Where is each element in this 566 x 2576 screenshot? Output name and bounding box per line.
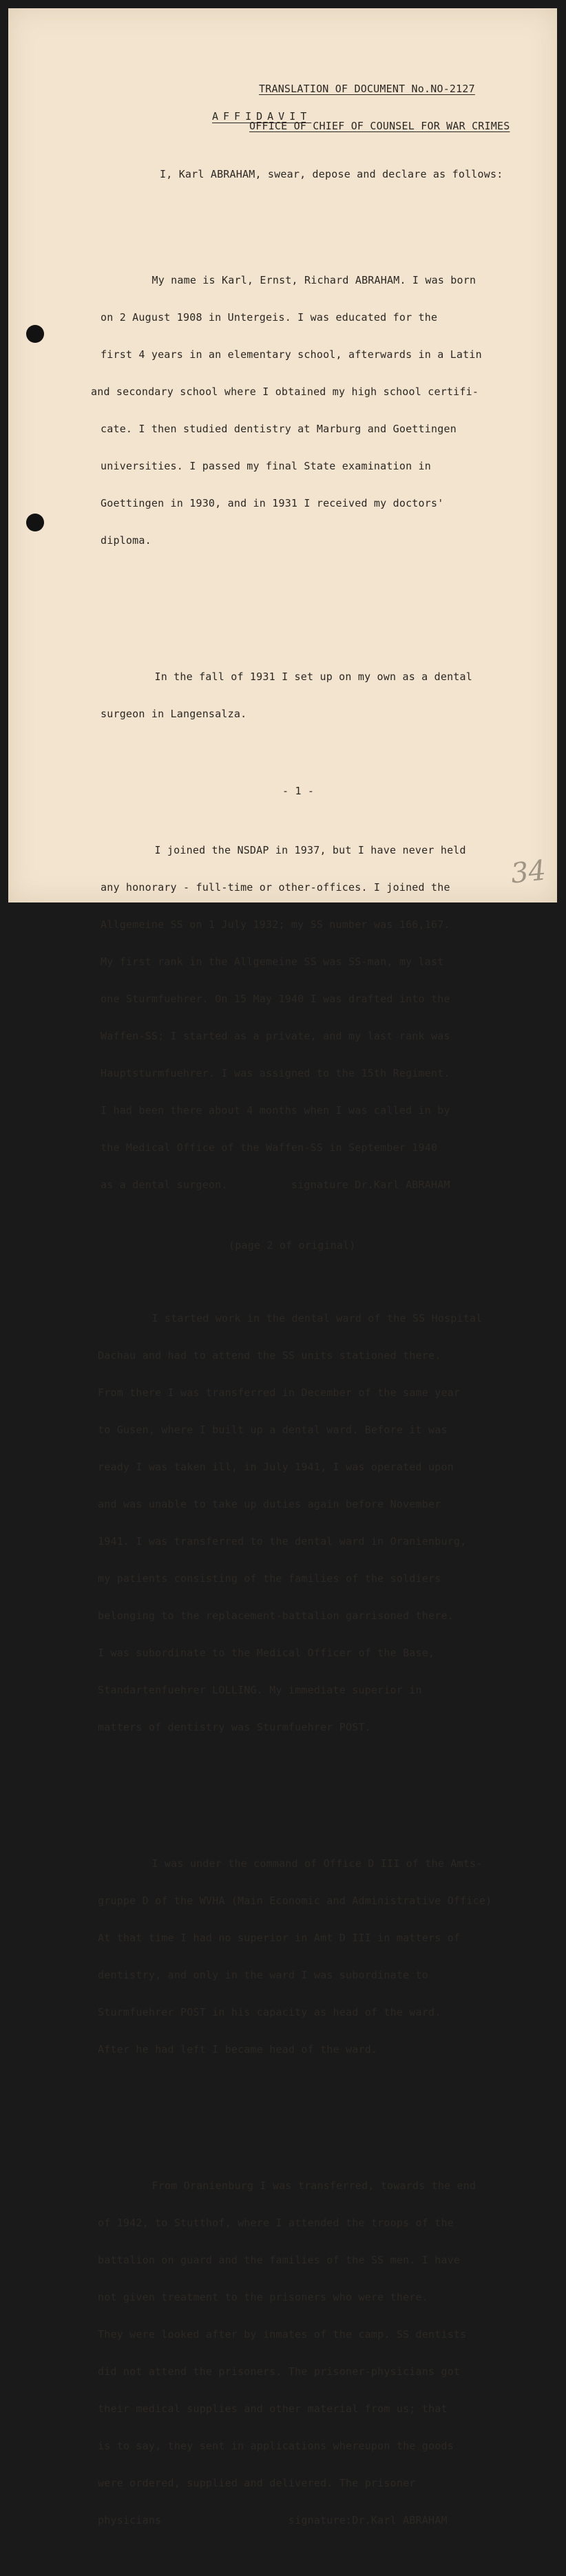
text-line: I was under the command of Office D III of the Amts-	[139, 1857, 483, 1870]
text-line: on 2 August 1908 in Untergeis. I was educated for the	[101, 311, 438, 324]
text-line: Goettingen in 1930, and in 1931 I received my doctors'	[101, 497, 444, 509]
text-line: belonging to the replacement-battalion garrisoned there.	[98, 1609, 454, 1622]
text-line: and was unable to take up duties again before November	[98, 1498, 441, 1510]
text-line: cate. I then studied dentistry at Marburg and Goettingen	[101, 423, 457, 435]
text-line: I was subordinate to the Medical Officer of the Base,	[98, 1647, 435, 1659]
text-line: ready I was taken ill, in July 1941, I was operated upon	[98, 1461, 454, 1473]
text-line: matters of dentistry was Sturmfuehrer POST.	[98, 1721, 371, 1733]
text-line: I started work in the dental ward of the SS Hospital	[139, 1312, 483, 1324]
header-line-2: OFFICE OF CHIEF OF COUNSEL FOR WAR CRIMES	[249, 120, 510, 132]
archive-page-mark: 34	[509, 854, 548, 890]
paragraph-dachau-service	[98, 1287, 503, 1758]
punch-hole-bottom	[26, 514, 44, 531]
text-line: Allgemeine SS on 1 July 1932; my SS number was 166,167.	[101, 918, 450, 931]
text-line: and secondary school where I obtained my high school certifi-	[91, 386, 479, 398]
text-line: their medical supplies and other material from us; that	[98, 2403, 448, 2415]
text-line: dentistry, and only in the ward I was subordinate to	[98, 1969, 428, 1981]
text-line: Standartenfuehrer LOLLING. My immediate superior in	[98, 1684, 422, 1696]
text-line: In the fall of 1931 I set up on my own as a dental	[142, 671, 472, 683]
page-note: (page 2 of original)	[229, 1239, 356, 1252]
text-line: Dachau and had to attend the SS units stationed there.	[98, 1349, 441, 1362]
signature-line: physicians signature:Dr.Karl ABRAHAM	[98, 2514, 448, 2526]
header-line-1: TRANSLATION OF DOCUMENT No.NO-2127	[259, 83, 475, 95]
intro-line: I, Karl ABRAHAM, swear, depose and declare as follows:	[160, 168, 503, 180]
page-number: - 1 -	[282, 785, 315, 797]
text-line: Sturmfuehrer POST in his capacity as head of the ward.	[98, 2006, 441, 2018]
text-line: battalion on guard and the families of the SS men. I have	[98, 2254, 461, 2266]
punch-hole-top	[26, 325, 44, 343]
text-line: not given treatment to the prisoners who were there.	[98, 2291, 428, 2303]
text-line: At that time I had no superior in Amt D III in matters of	[98, 1932, 461, 1944]
text-line: I had been there about 4 months when I was called in by	[101, 1104, 450, 1117]
text-line: did not attend the prisoners. The prisoner-physicians got	[98, 2365, 461, 2378]
text-line: is to say, they sent in applications whereupon the goods	[98, 2440, 454, 2452]
text-line: My name is Karl, Ernst, Richard ABRAHAM. I was born	[139, 274, 476, 286]
paragraph-stutthof-service	[98, 2155, 503, 2551]
text-line: diploma.	[101, 534, 151, 547]
text-line: were ordered, supplied and delivered. The prisoner	[98, 2477, 416, 2489]
paragraph-command-structure	[98, 1833, 503, 2080]
text-line: From there I was transferred in December of the same year	[98, 1386, 461, 1399]
text-line: first 4 years in an elementary school, afterwards in a Latin	[101, 348, 482, 361]
text-line: Hauptsturmfuehrer. I was assigned to the 15th Regiment.	[101, 1067, 450, 1079]
document-header	[249, 58, 510, 157]
text-line: After he had left I became head of the ward.	[98, 2043, 378, 2056]
text-line: to Gusen, where I built up a dental ward. Before it was	[98, 1424, 448, 1436]
text-line: universities. I passed my final State examination in	[101, 460, 431, 472]
paragraph-dental-practice	[101, 646, 503, 745]
text-line: my patients consisting of the families of the soldiers	[98, 1572, 441, 1585]
paragraph-personal-history	[91, 249, 503, 571]
text-line: gruppe D of the WVHA (Main Economic and Administrative Office)	[98, 1894, 492, 1907]
text-line: Waffen-SS; I started as a private, and my last rank was	[101, 1030, 450, 1042]
affidavit-body	[91, 143, 503, 2576]
document-page	[8, 8, 557, 2526]
text-line: the Medical Office of the Waffen-SS in September 1940	[101, 1141, 438, 1154]
document-title: AFFIDAVIT	[212, 110, 312, 123]
text-line: My first rank in the Allgemeine SS was SS-man, my last	[101, 956, 444, 968]
signature-line: as a dental surgeon. signature Dr.Karl ABRAHAM	[101, 1179, 450, 1191]
text-line: any honorary - full-time or other-offices. I joined the	[101, 881, 450, 894]
text-line: 1941. I was transferred to the dental ward in Oranienburg,	[98, 1535, 467, 1548]
text-line: surgeon in Langensalza.	[101, 708, 247, 720]
text-line: one Sturmfuehrer. On 15 May 1940 I was drafted into the	[101, 993, 450, 1005]
text-line: of 1942, to Stutthof, where I attended the troops of the	[98, 2217, 454, 2229]
text-line: I joined the NSDAP in 1937, but I have never held	[142, 844, 466, 856]
paragraph-party-membership	[101, 819, 503, 1216]
text-line: From Oranienburg I was transferred, towards the end	[139, 2179, 476, 2192]
text-line: They were looked after by inmates of the camp. SS dentists	[98, 2328, 467, 2341]
